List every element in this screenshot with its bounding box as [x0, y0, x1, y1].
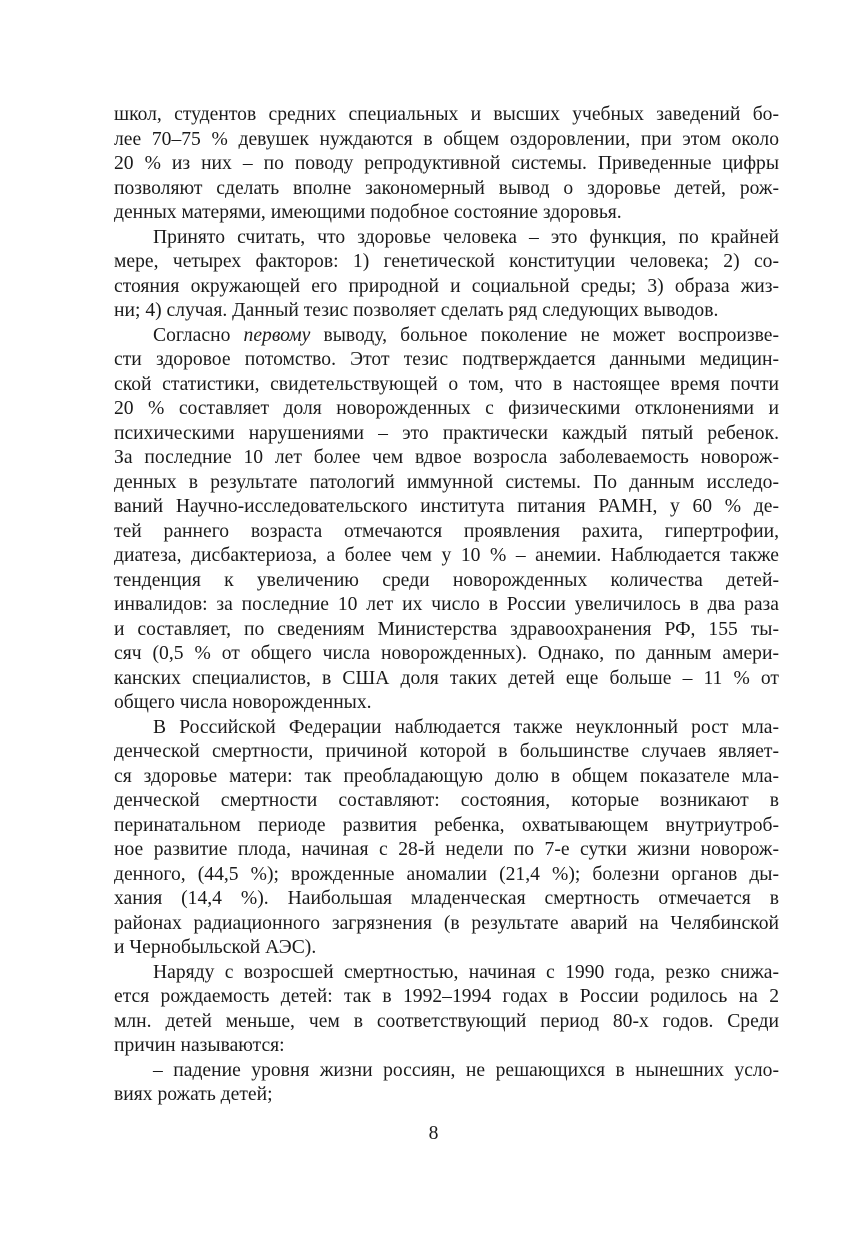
- text-line: млн. детей меньше, чем в соответствующий период 80-х годов. Среди: [114, 1010, 779, 1032]
- text-line: виях рожать детей;: [114, 1084, 273, 1105]
- text-line: перинатальном периоде развития ребенка, охватывающем внутриутроб-: [114, 814, 779, 836]
- text-line: ное развитие плода, начиная с 28-й недели по 7-е сутки жизни новорож-: [114, 839, 779, 860]
- text-line: мере, четырех факторов: 1) генетической конституции человека; 2) со-: [114, 251, 779, 272]
- text-line: лее 70–75 % девушек нуждаются в общем оздоровлении, при этом около: [114, 128, 779, 150]
- text-line: хания (14,4 %). Наибольшая младенческая смертность отмечается в: [114, 888, 779, 909]
- page-body: [114, 103, 779, 1108]
- text-line: За последние 10 лет более чем вдвое возросла заболеваемость новорож-: [114, 447, 779, 468]
- paragraph-3: [114, 324, 779, 716]
- list-item: [114, 1059, 779, 1108]
- page-number: 8: [428, 1123, 439, 1144]
- text-line: 20 % из них – по поводу репродуктивной системы. Приведенные цифры: [114, 153, 779, 174]
- paragraph-1: [114, 103, 779, 226]
- text-line: ся здоровье матери: так преобладающую долю в общем показателе мла-: [114, 765, 779, 787]
- paragraph-4: [114, 716, 779, 961]
- text-line: Наряду с возросшей смертностью, начиная с 1990 года, резко снижа-: [153, 961, 779, 983]
- text-line: и Чернобыльской АЭС).: [114, 937, 317, 958]
- text-line: ни; 4) случая. Данный тезис позволяет сделать ряд следующих выводов.: [114, 300, 719, 321]
- text-line: позволяют сделать вполне закономерный вывод о здоровье детей, рож-: [114, 177, 779, 199]
- text-line: канских специалистов, в США доля таких детей еще больше – 11 % от: [114, 667, 779, 689]
- text-line: районах радиационного загрязнения (в результате аварий на Челябинской: [114, 912, 779, 934]
- text-line: [114, 324, 779, 349]
- text-line: и составляет, по сведениям Министерства здравоохранения РФ, 155 ты-: [114, 618, 779, 640]
- text-line: тей раннего возраста отмечаются проявления рахита, гипертрофии,: [114, 520, 779, 542]
- text-line: денных в результате патологий иммунной системы. По данным исследо-: [114, 471, 779, 493]
- text-run: Согласно: [153, 324, 244, 346]
- emphasized-word: первому: [243, 324, 311, 346]
- text-run: выводу, больное поколение не может воспроизве-: [310, 324, 779, 346]
- paragraph-2: [114, 226, 779, 324]
- text-line: инвалидов: за последние 10 лет их число в России увеличилось в два раза: [114, 594, 779, 615]
- text-line: школ, студентов средних специальных и высших учебных заведений бо-: [114, 104, 779, 125]
- text-line: В Российской Федерации наблюдается также неуклонный рост мла-: [153, 716, 779, 738]
- text-line: сти здоровое потомство. Этот тезис подтверждается данными медицин-: [114, 349, 779, 370]
- text-line: денного, (44,5 %); врожденные аномалии (21,4 %); болезни органов ды-: [114, 863, 779, 885]
- text-line: общего числа новорожденных.: [114, 692, 372, 713]
- text-line: денческой смертности составляют: состояния, которые возникают в: [114, 790, 779, 811]
- text-line: 20 % составляет доля новорожденных с физическими отклонениями и: [114, 398, 779, 419]
- text-line: Принято считать, что здоровье человека – это функция, по крайней: [153, 226, 779, 248]
- text-line: стояния окружающей его природной и социальной среды; 3) образа жиз-: [114, 275, 779, 297]
- text-line: причин называются:: [114, 1035, 285, 1056]
- text-line: психическими нарушениями – это практически каждый пятый ребенок.: [114, 422, 779, 444]
- paragraph-5: [114, 961, 779, 1059]
- text-line: ской статистики, свидетельствующей о том, что в настоящее время почти: [114, 373, 779, 395]
- text-line: – падение уровня жизни россиян, не решающихся в нынешних усло-: [153, 1059, 779, 1081]
- text-line: денных матерями, имеющими подобное состояние здоровья.: [114, 202, 622, 223]
- text-line: диатеза, дисбактериоза, а более чем у 10 % – анемии. Наблюдается также: [114, 545, 779, 566]
- text-line: ваний Научно-исследовательского института питания РАМН, у 60 % де-: [114, 496, 779, 517]
- text-line: тенденция к увеличению среди новорожденных количества детей-: [114, 569, 779, 591]
- text-line: денческой смертности, причиной которой в большинстве случаев являет-: [114, 741, 779, 762]
- text-line: ется рождаемость детей: так в 1992–1994 годах в России родилось на 2: [114, 986, 779, 1007]
- text-line: сяч (0,5 % от общего числа новорожденных). Однако, по данным амери-: [114, 643, 779, 664]
